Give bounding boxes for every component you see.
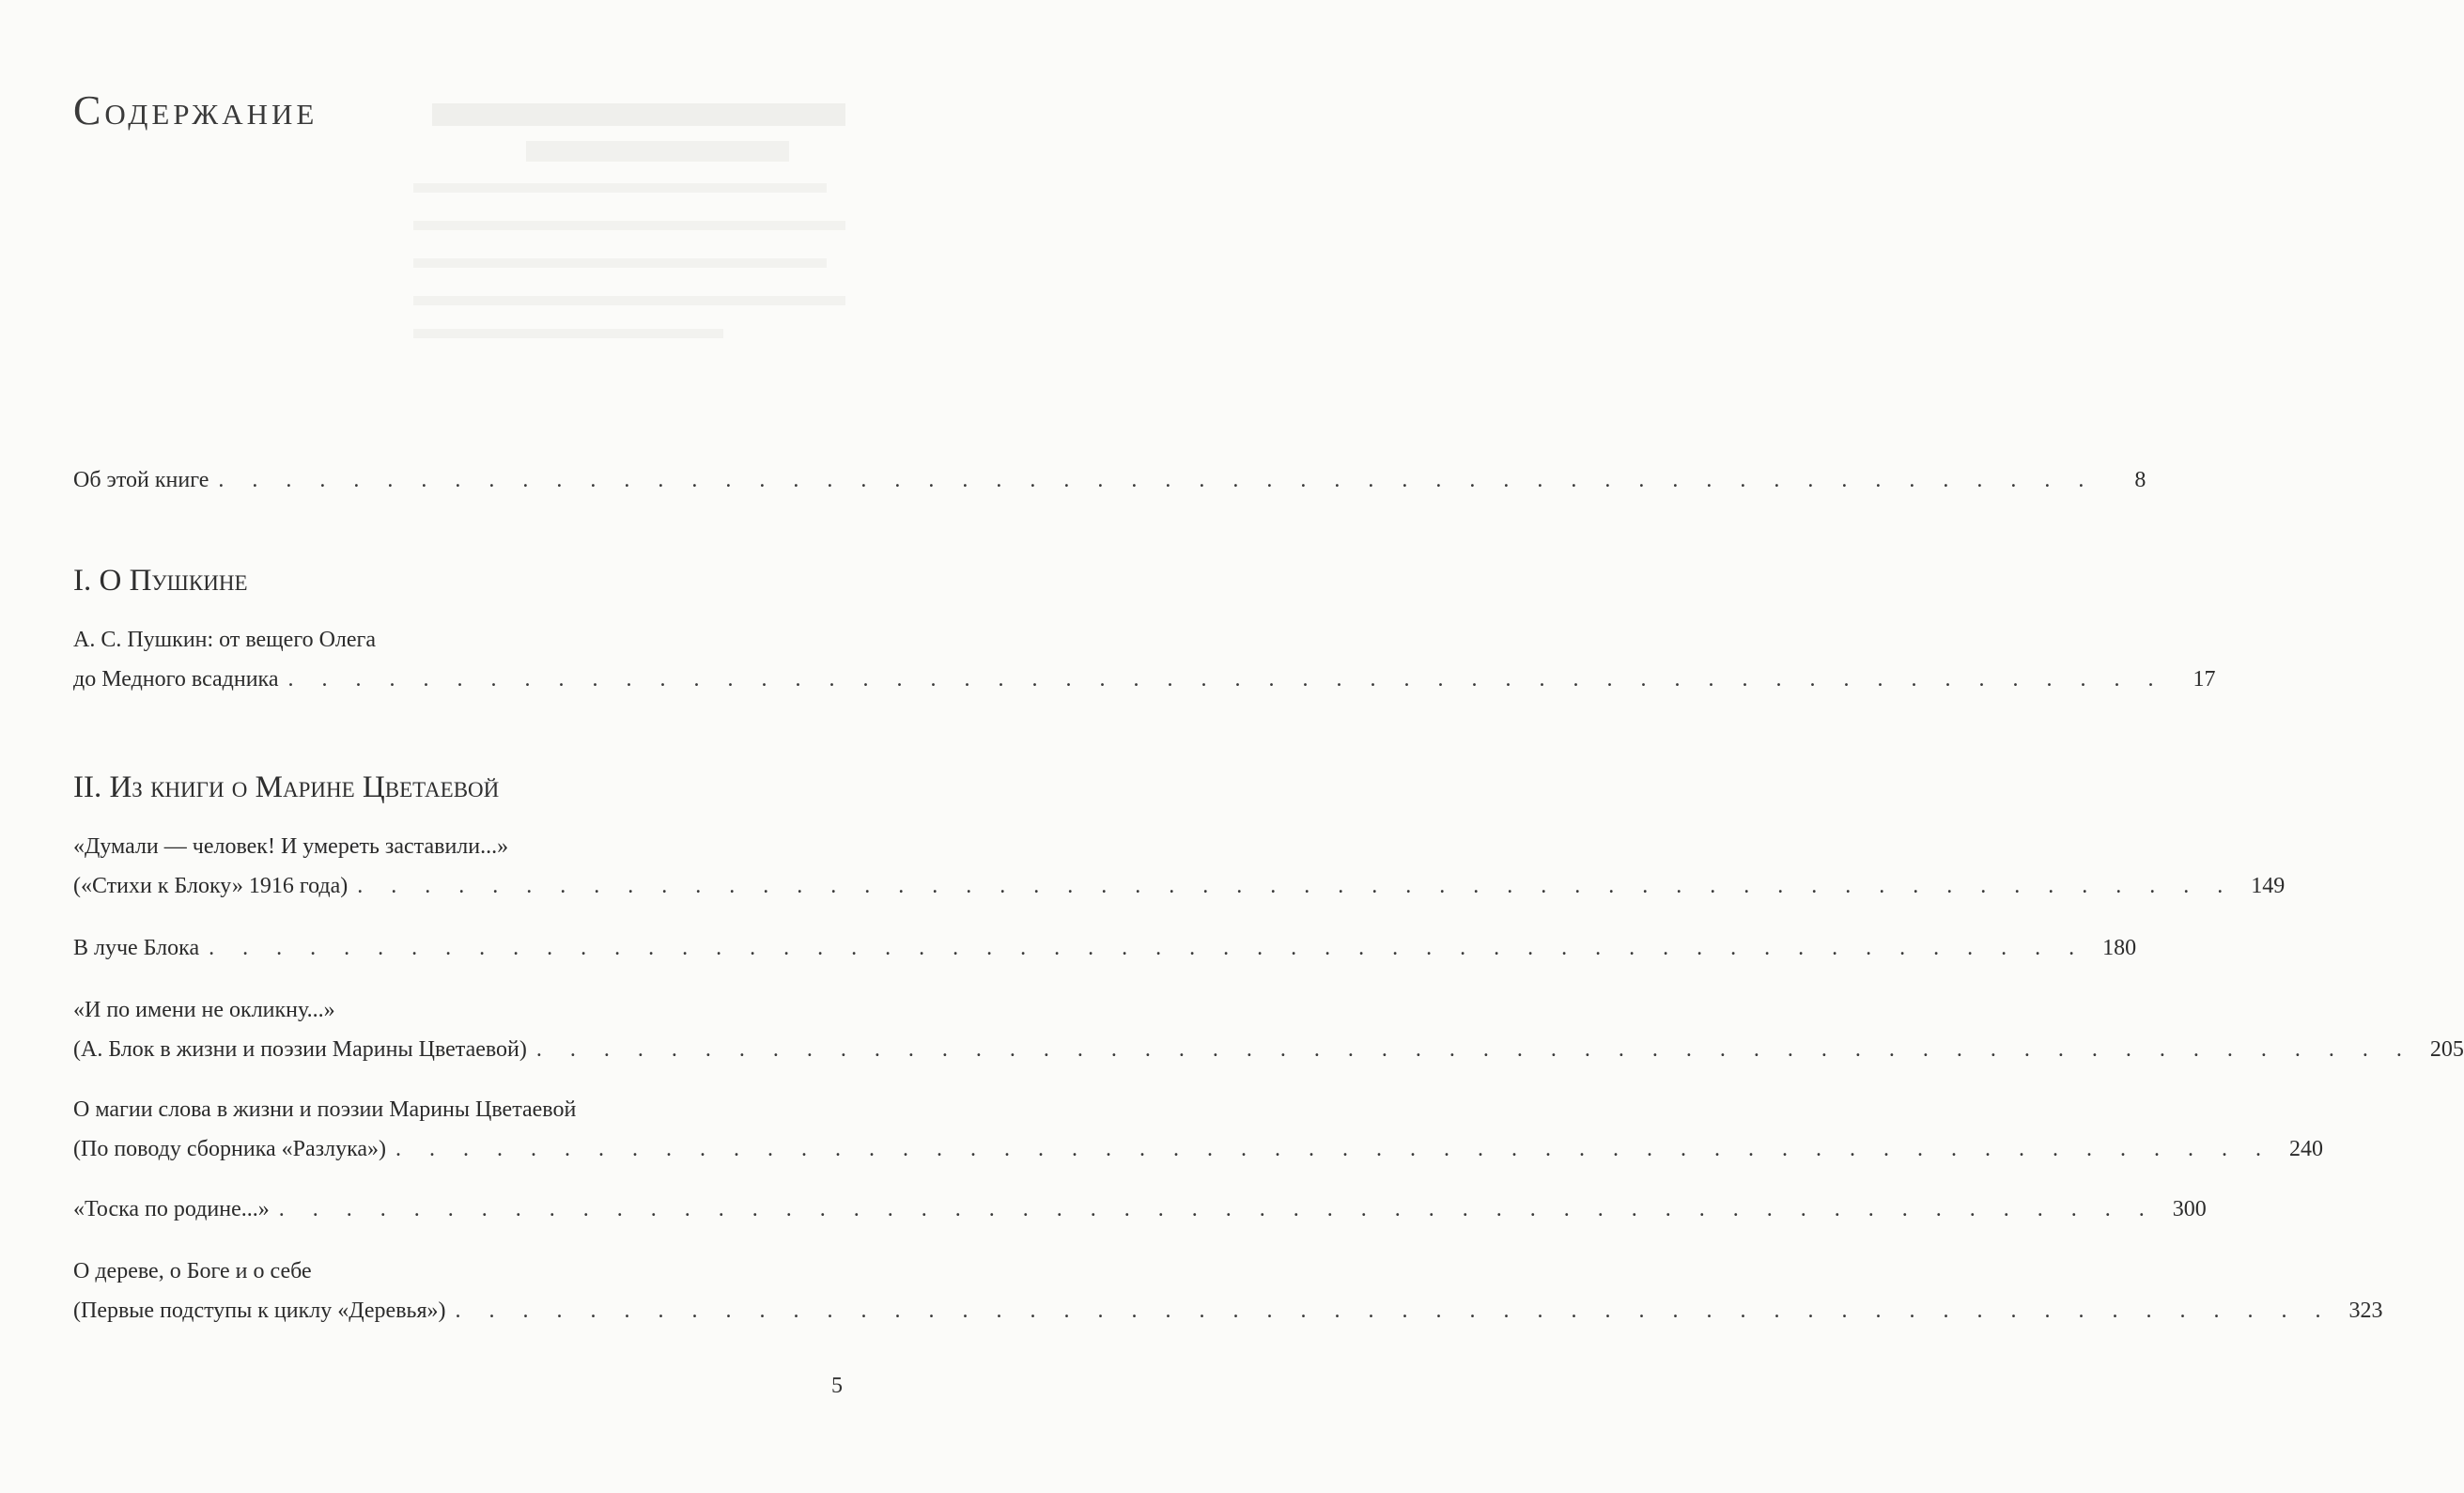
entry-title-line1: «Думали — человек! И умереть заставили...» [73, 834, 509, 859]
dot-leader: . . . . . . . . . . . . . . . . . . . . . . . . . . . . . . . . . . . . . . . . . . . . . . . . . . . . . . . . [357, 874, 2235, 898]
entry-title: В луче Блока [73, 936, 200, 960]
entry-title: «Тоска по родине...» [73, 1197, 270, 1221]
dot-leader: . . . . . . . . . . . . . . . . . . . . . . . . . . . . . . . . . . . . . . . . . . . . . . . . . . . . . . . . [209, 936, 2086, 960]
toc-entry-v-luche-bloka[interactable] [73, 928, 2137, 968]
toc-entry-about-book[interactable] [73, 460, 2146, 500]
page-number: 323 [2348, 1299, 2383, 1323]
toc-title: Содержание [73, 87, 318, 133]
folio-page-number: 5 [831, 1374, 843, 1398]
dot-leader: . . . . . . . . . . . . . . . . . . . . . . . . . . . . . . . . . . . . . . . . . . . . . . . . . . . . . . . . [287, 667, 2165, 692]
entry-title-line1: О дереве, о Боге и о себе [73, 1259, 312, 1283]
entry-title-line1: А. С. Пушкин: от вещего Олега [73, 628, 377, 652]
page-number: 240 [2289, 1137, 2324, 1161]
entry-title-line2: до Медного всадника [73, 667, 279, 692]
toc-entry-o-dereve[interactable] [73, 1252, 2383, 1330]
entry-title-line1: О магии слова в жизни и поэзии Марины Цветаевой [73, 1097, 577, 1122]
section-heading-tsvetaeva: II. Из книги о Марине Цветаевой [73, 770, 500, 804]
dot-leader: . . . . . . . . . . . . . . . . . . . . . . . . . . . . . . . . . . . . . . . . . . . . . . . . . . . . . . . . [395, 1137, 2273, 1161]
page-number: 205 [2429, 1037, 2464, 1062]
entry-title-line2: («Стихи к Блоку» 1916 года) [73, 874, 349, 898]
page-number: 300 [2172, 1197, 2207, 1221]
entry-title-line2: (Первые подступы к циклу «Деревья») [73, 1299, 446, 1323]
toc-entry-dumali[interactable] [73, 827, 2286, 906]
show-through-lines [413, 94, 845, 376]
show-through-decoration [413, 94, 845, 376]
dot-leader: . . . . . . . . . . . . . . . . . . . . . . . . . . . . . . . . . . . . . . . . . . . . . . . . . . . . . . . . [455, 1299, 2332, 1323]
entry-title: Об этой книге [73, 468, 209, 492]
dot-leader: . . . . . . . . . . . . . . . . . . . . . . . . . . . . . . . . . . . . . . . . . . . . . . . . . . . . . . . . [278, 1197, 2156, 1221]
dot-leader: . . . . . . . . . . . . . . . . . . . . . . . . . . . . . . . . . . . . . . . . . . . . . . . . . . . . . . . . [218, 468, 2096, 492]
toc-entry-i-po-imeni[interactable] [73, 990, 2464, 1069]
entry-title-line2: (А. Блок в жизни и поэзии Марины Цветаевой) [73, 1037, 527, 1062]
entry-title-line1: «И по имени не окликну...» [73, 998, 335, 1022]
page-number: 180 [2102, 936, 2137, 960]
toc-entry-o-magii-slova[interactable] [73, 1090, 2324, 1169]
entry-title-line2: (По поводу сборника «Разлука») [73, 1137, 387, 1161]
toc-entry-pushkin[interactable] [73, 620, 2216, 699]
page-number: 17 [2193, 667, 2216, 692]
toc-entry-toska-po-rodine[interactable] [73, 1190, 2207, 1229]
page-number: 8 [2134, 468, 2146, 492]
dot-leader: . . . . . . . . . . . . . . . . . . . . . . . . . . . . . . . . . . . . . . . . . . . . . . . . . . . . . . . . [535, 1037, 2413, 1062]
page-number: 149 [2251, 874, 2286, 898]
section-heading-pushkin: I. О Пушкине [73, 564, 248, 598]
